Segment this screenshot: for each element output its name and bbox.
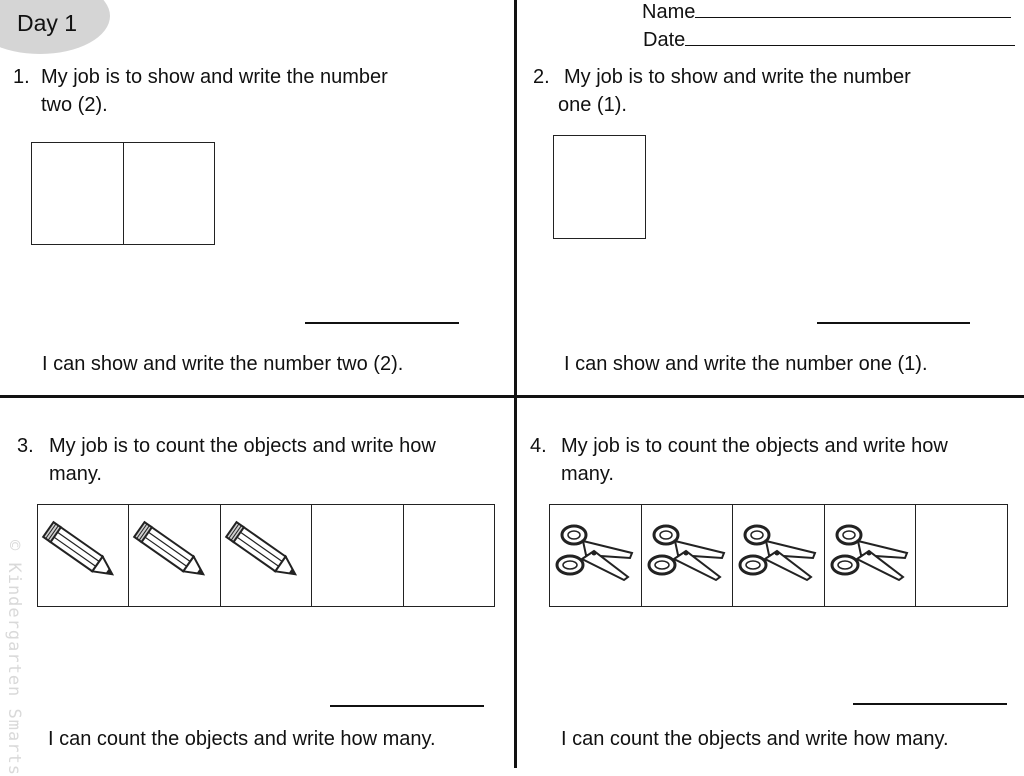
frame-cell[interactable] bbox=[32, 143, 124, 244]
question-text-line1: My job is to show and write the number bbox=[564, 66, 911, 88]
scissors-icon bbox=[550, 505, 640, 605]
question-number: 4. bbox=[530, 435, 547, 457]
name-line[interactable] bbox=[695, 1, 1011, 18]
frame-cell[interactable] bbox=[916, 505, 1007, 606]
answer-line[interactable] bbox=[330, 705, 484, 707]
frame-cell[interactable] bbox=[124, 143, 215, 244]
answer-line[interactable] bbox=[853, 703, 1007, 705]
five-frame-scissors bbox=[549, 504, 1008, 607]
question-1 bbox=[13, 63, 388, 119]
question-4 bbox=[530, 432, 948, 488]
scissors-icon bbox=[733, 505, 823, 605]
question-text-line2: many. bbox=[561, 463, 614, 485]
question-text-line2: many. bbox=[49, 463, 102, 485]
frame-cell[interactable] bbox=[825, 505, 917, 606]
question-number: 1. bbox=[13, 66, 30, 88]
frame-cell[interactable] bbox=[404, 505, 494, 606]
date-field[interactable] bbox=[643, 29, 1015, 52]
name-label: Name bbox=[642, 1, 696, 23]
question-number: 2. bbox=[533, 66, 550, 88]
question-number: 3. bbox=[17, 435, 34, 457]
pencil-icon bbox=[38, 505, 128, 605]
question-text-line1: My job is to count the objects and write how bbox=[49, 435, 436, 457]
five-frame-pencils bbox=[37, 504, 495, 607]
pencil-icon bbox=[129, 505, 219, 605]
frame-cell[interactable] bbox=[733, 505, 825, 606]
frame-cell[interactable] bbox=[129, 505, 220, 606]
i-can-statement: I can count the objects and write how many. bbox=[48, 728, 436, 750]
i-can-statement: I can show and write the number one (1). bbox=[564, 353, 928, 375]
question-3 bbox=[17, 432, 436, 488]
frame-cell[interactable] bbox=[550, 505, 642, 606]
frame-cell-one[interactable] bbox=[553, 135, 646, 239]
date-line[interactable] bbox=[685, 29, 1015, 46]
vertical-divider bbox=[514, 0, 517, 768]
date-label: Date bbox=[643, 29, 686, 51]
frame-cell[interactable] bbox=[221, 505, 312, 606]
frame-cell[interactable] bbox=[312, 505, 403, 606]
ten-frame-two bbox=[31, 142, 215, 245]
question-text-line2: two (2). bbox=[41, 94, 108, 116]
i-can-statement: I can count the objects and write how many. bbox=[561, 728, 949, 750]
pencil-icon bbox=[221, 505, 311, 605]
name-field[interactable] bbox=[642, 1, 1011, 24]
frame-cell[interactable] bbox=[642, 505, 734, 606]
answer-line[interactable] bbox=[305, 322, 459, 324]
watermark: © Kindergarten Smarts bbox=[4, 540, 24, 776]
scissors-icon bbox=[825, 505, 915, 605]
frame-cell[interactable] bbox=[38, 505, 129, 606]
answer-line[interactable] bbox=[817, 322, 970, 324]
day-label: Day 1 bbox=[17, 10, 78, 36]
question-text-line1: My job is to show and write the number bbox=[41, 66, 388, 88]
scissors-icon bbox=[642, 505, 732, 605]
question-2 bbox=[533, 63, 911, 119]
question-text-line1: My job is to count the objects and write how bbox=[561, 435, 948, 457]
i-can-statement: I can show and write the number two (2). bbox=[42, 353, 404, 375]
question-text-line2: one (1). bbox=[558, 94, 627, 116]
horizontal-divider bbox=[0, 395, 1024, 398]
